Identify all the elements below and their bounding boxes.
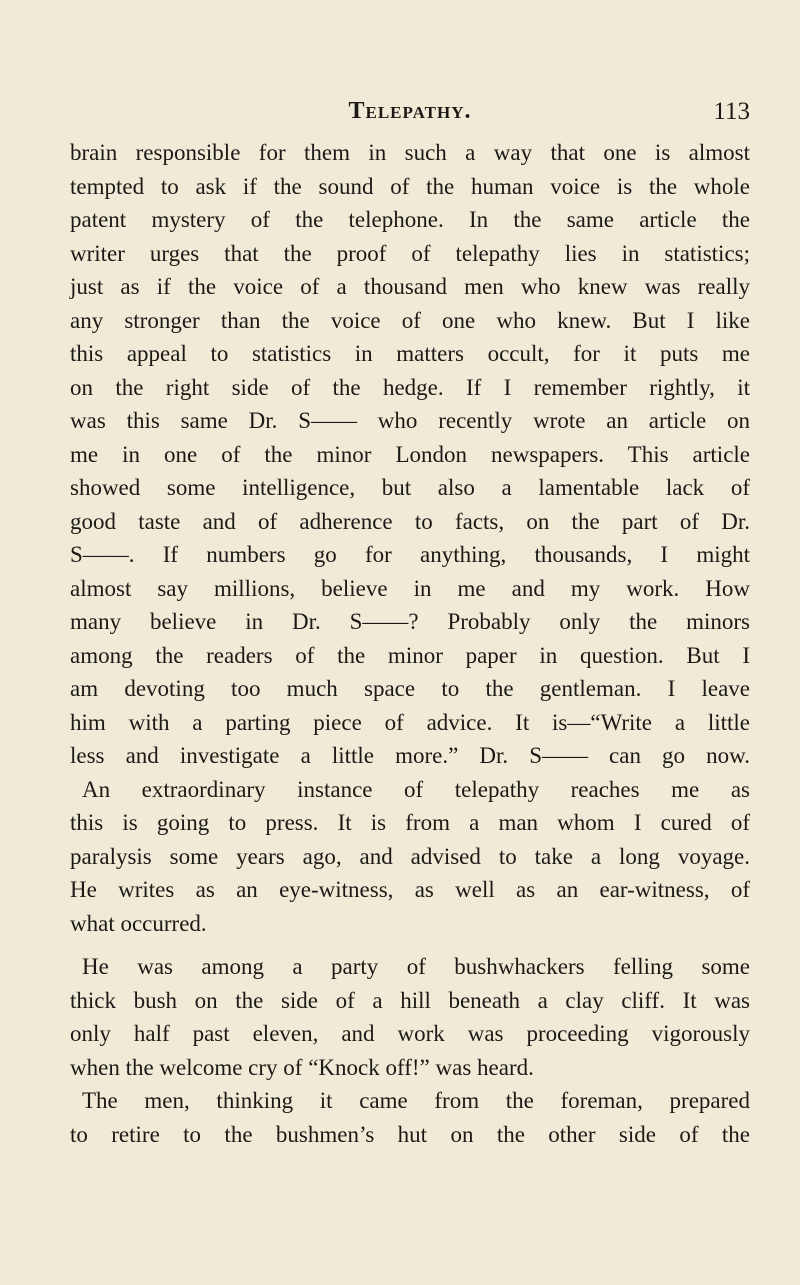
text-line: this appeal to statistics in matters occult, for it puts me xyxy=(70,341,750,366)
text-line: good taste and of adherence to facts, on the part of Dr. xyxy=(70,508,750,534)
text-line: me in one of the minor London newspapers. This article xyxy=(70,441,750,467)
text-line: him with a parting piece of advice. It is—“Write a little xyxy=(70,709,750,735)
page-number: 113 xyxy=(713,98,750,125)
text-line: He was among a party of bushwhackers felling some xyxy=(82,954,750,979)
text-line: any stronger than the voice of one who knew. But I like xyxy=(70,307,750,333)
paragraph xyxy=(70,773,750,941)
body-text xyxy=(70,136,750,1151)
text-line: writer urges that the proof of telepathy lies in statistics; xyxy=(70,240,750,266)
text-line: many believe in Dr. S——? Probably only the minors xyxy=(70,609,750,634)
text-line: when the welcome cry of “Knock off!” was heard. xyxy=(70,1054,534,1080)
text-line: An extraordinary instance of telepathy reaches me as xyxy=(82,776,750,802)
paragraph-gap xyxy=(70,940,750,950)
running-title: Telepathy. xyxy=(348,98,472,124)
text-line: showed some intelligence, but also a lamentable lack of xyxy=(70,475,750,500)
text-line: paralysis some years ago, and advised to take a long voyage. xyxy=(70,843,750,869)
text-line: thick bush on the side of a hill beneath a clay cliff. It was xyxy=(70,987,750,1013)
paragraph xyxy=(70,950,750,1084)
text-line: what occurred. xyxy=(70,910,207,936)
text-line: this is going to press. It is from a man whom I cured of xyxy=(70,810,750,835)
text-line: brain responsible for them in such a way that one is almost xyxy=(70,140,750,165)
text-line: patent mystery of the telephone. In the same article the xyxy=(70,207,750,232)
text-line: tempted to ask if the sound of the human voice is the whole xyxy=(70,173,750,199)
text-line: was this same Dr. S—— who recently wrote an article on xyxy=(70,408,750,433)
text-line: S——. If numbers go for anything, thousands, I might xyxy=(70,542,750,567)
text-line: He writes as an eye-witness, as well as an ear-witness, of xyxy=(70,877,750,902)
paragraph xyxy=(70,1084,750,1151)
text-line: only half past eleven, and work was proceeding vigorously xyxy=(70,1021,750,1046)
text-line: among the readers of the minor paper in question. But I xyxy=(70,642,750,668)
running-head xyxy=(70,98,750,138)
text-line: almost say millions, believe in me and my work. How xyxy=(70,575,750,601)
text-line: less and investigate a little more.” Dr. S—— can go now. xyxy=(70,743,750,768)
text-line: am devoting too much space to the gentleman. I leave xyxy=(70,676,750,701)
text-line: The men, thinking it came from the foreman, prepared xyxy=(82,1088,750,1113)
text-line: to retire to the bushmen’s hut on the other side of the xyxy=(70,1121,750,1147)
text-line: just as if the voice of a thousand men who knew was really xyxy=(70,274,750,299)
paragraph xyxy=(70,136,750,773)
text-line: on the right side of the hedge. If I remember rightly, it xyxy=(70,374,750,400)
